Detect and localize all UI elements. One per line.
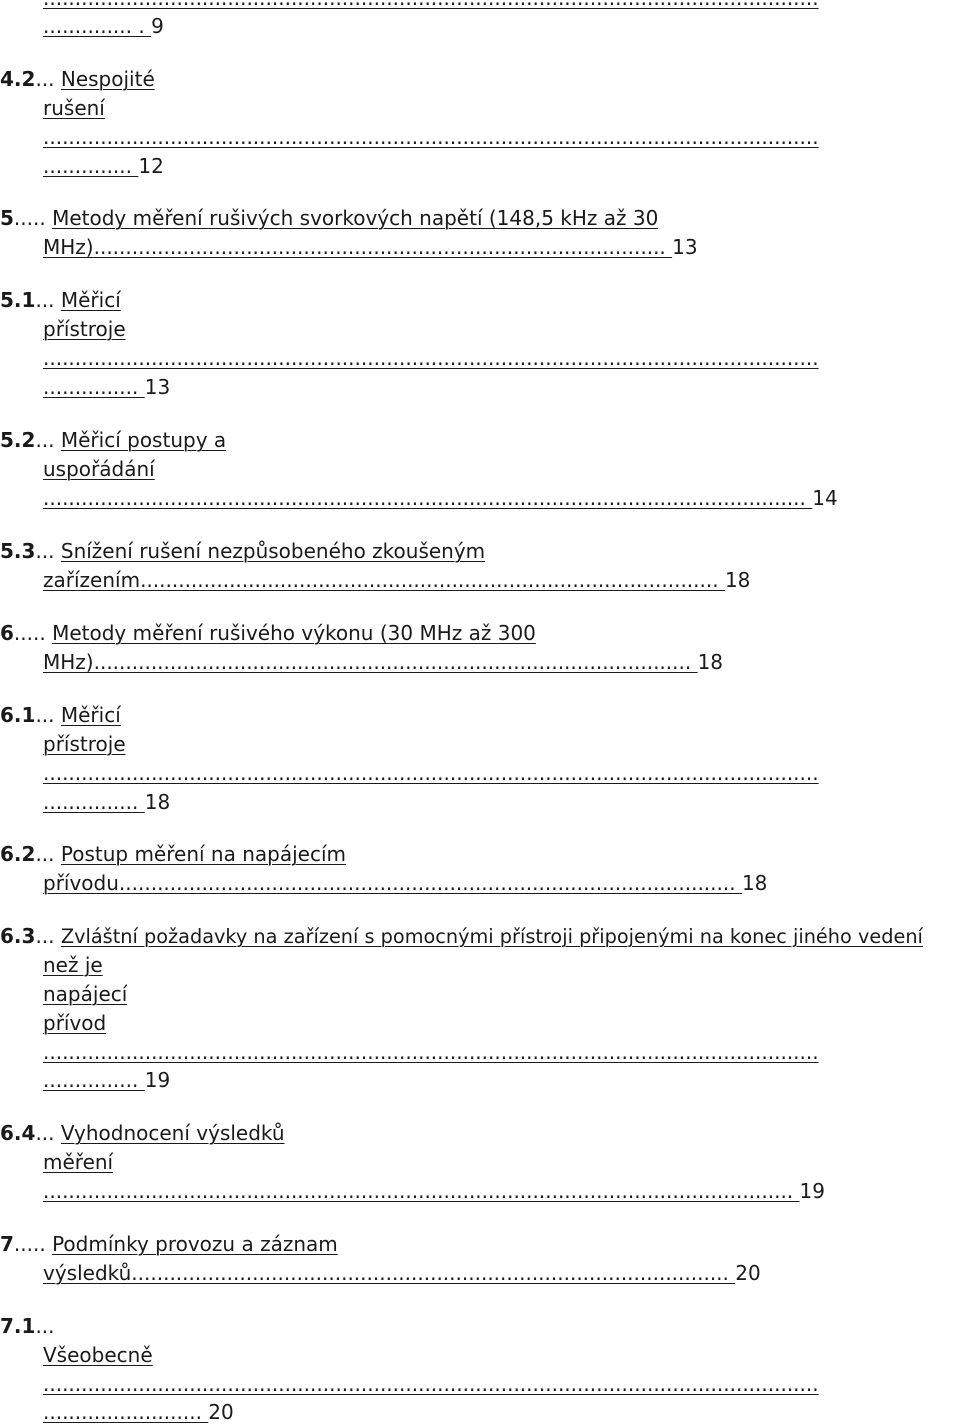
toc-title-line: přívod	[43, 1011, 107, 1035]
toc-title: Snížení rušení nezpůsobeného zkoušeným	[60, 539, 486, 563]
toc-page-number: 13	[144, 375, 171, 399]
toc-title-line: přístroje	[43, 317, 126, 341]
toc-dot-leader: ......................................................................................................................	[43, 1179, 800, 1203]
toc-dot-leader: ..........................................................................................................................	[43, 125, 819, 149]
toc-page-number: 9	[151, 14, 164, 38]
toc-entry-6-4[interactable]	[0, 1119, 285, 1148]
toc-leader-prefix: .....	[13, 1232, 53, 1256]
toc-dot-leader: ...............	[43, 1068, 145, 1092]
toc-leader-prefix: ...	[35, 288, 61, 312]
toc-entry-6-2[interactable]	[0, 840, 346, 869]
toc-dot-leader: ...............	[43, 790, 145, 814]
toc-section-number: 6.4	[0, 1121, 36, 1145]
toc-leader-prefix: .....	[13, 206, 53, 230]
toc-entry-tail[interactable]	[43, 484, 838, 513]
toc-entry-tail[interactable]	[43, 648, 723, 677]
toc-page-number: 20	[735, 1261, 761, 1285]
toc-dot-leader: ..............................................................................................	[131, 1261, 736, 1285]
toc-title: Měřicí	[60, 703, 121, 727]
toc-leader-prefix: ...	[35, 924, 61, 948]
toc-entry-5-2[interactable]	[0, 426, 226, 455]
toc-dot-leader: .................................................................................................	[118, 871, 742, 895]
toc-entry-tail[interactable]	[43, 1259, 761, 1288]
toc-page-number: 14	[812, 486, 838, 510]
toc-section-number: 6.1	[0, 703, 36, 727]
toc-page-number: 13	[672, 235, 698, 259]
toc-title-line: napájecí	[43, 982, 128, 1006]
toc-page-number: 12	[138, 154, 164, 178]
toc-dot-leader: ..............	[43, 154, 139, 178]
toc-entry-tail[interactable]	[43, 1066, 170, 1095]
toc-dot-leader: ..........................................................................................................................	[43, 761, 819, 785]
toc-entry-7[interactable]	[0, 1230, 338, 1259]
toc-title: Nespojité	[60, 67, 155, 91]
toc-leader-prefix: ...	[35, 428, 61, 452]
toc-entry-tail[interactable]	[43, 788, 170, 817]
toc-title: Zvláštní požadavky na zařízení s pomocnými přístroji připojenými na konec jiného vedení	[60, 925, 923, 948]
toc-page-number: 20	[208, 1400, 234, 1424]
toc-page-number: 19	[144, 1068, 171, 1092]
toc-title-line: měření	[43, 1150, 114, 1174]
toc-entry-tail[interactable]	[43, 233, 698, 262]
toc-entry-4-2[interactable]	[0, 65, 155, 94]
toc-entry-tail[interactable]	[43, 12, 164, 41]
toc-page-number: 18	[144, 790, 171, 814]
toc-title: Měřicí	[60, 288, 121, 312]
toc-dot-leader: ..........................................................................................	[93, 235, 673, 259]
toc-dot-leader: ........................................................................................................................	[43, 486, 813, 510]
toc-section-number: 5.3	[0, 539, 36, 563]
toc-title-line: zařízením	[43, 568, 141, 592]
toc-title-line: výsledků	[43, 1261, 132, 1285]
toc-dot-leader: ..........................................................................................................................	[43, 346, 819, 370]
toc-title-line: uspořádání	[43, 457, 155, 481]
toc-title-line: než je	[43, 953, 103, 977]
toc-leader-prefix: ...	[35, 703, 61, 727]
toc-dot-leader: ...............	[43, 375, 145, 399]
toc-dot-leader: .............. .	[43, 14, 152, 38]
toc-leader-prefix: ...	[35, 539, 61, 563]
toc-section-number: 5	[0, 206, 14, 230]
toc-leader-prefix: ...	[35, 1121, 61, 1145]
toc-title-line: rušení	[43, 96, 105, 120]
toc-leader-prefix: ...	[35, 1314, 55, 1338]
toc-title-line: přístroje	[43, 732, 126, 756]
toc-title: Postup měření na napájecím	[60, 842, 346, 866]
toc-title: Metody měření rušivých svorkových napětí (148,5 kHz až 30	[52, 206, 659, 230]
toc-title-line: MHz)	[43, 650, 94, 674]
toc-title: Vyhodnocení výsledků	[60, 1121, 285, 1145]
toc-entry-5[interactable]	[0, 204, 658, 233]
toc-title: Podmínky provozu a záznam	[52, 1232, 338, 1256]
toc-dot-leader: ..........................................................................................................................	[43, 1040, 819, 1064]
toc-title-line: přívodu	[43, 871, 119, 895]
toc-page-number: 18	[724, 568, 751, 592]
toc-page-number: 18	[741, 871, 768, 895]
toc-entry-6[interactable]	[0, 619, 536, 648]
toc-leader-prefix: ...	[35, 67, 61, 91]
toc-entry-7-1[interactable]	[0, 1312, 55, 1341]
toc-entry-tail[interactable]	[43, 373, 170, 402]
toc-dot-leader: ..........................................................................................................................	[43, 1372, 819, 1396]
toc-section-number: 7.1	[0, 1314, 36, 1338]
toc-section-number: 5.1	[0, 288, 36, 312]
toc-entry-tail[interactable]	[43, 1177, 825, 1206]
toc-dot-leader: ..............................................................................................	[93, 650, 698, 674]
toc-leader-prefix: .....	[13, 621, 53, 645]
toc-entry-5-1[interactable]	[0, 286, 121, 315]
toc-section-number: 6.2	[0, 842, 36, 866]
toc-title: Všeobecně	[43, 1343, 153, 1367]
toc-entry-6-3[interactable]	[0, 922, 923, 951]
toc-title: Měřicí postupy a	[60, 428, 227, 452]
toc-section-number: 5.2	[0, 428, 36, 452]
toc-page-number: 19	[799, 1179, 825, 1203]
toc-entry-5-3[interactable]	[0, 537, 485, 566]
toc-title: Metody měření rušivého výkonu (30 MHz až 300	[52, 621, 536, 645]
toc-dot-leader: .........................	[43, 1400, 209, 1424]
toc-entry-tail[interactable]	[43, 566, 750, 595]
toc-entry-tail[interactable]	[43, 869, 767, 898]
toc-section-number: 6.3	[0, 924, 36, 948]
toc-dot-leader: ...........................................................................................	[140, 568, 725, 592]
toc-section-number: 4.2	[0, 67, 36, 91]
toc-entry-6-1[interactable]	[0, 701, 121, 730]
toc-leader-prefix: ...	[35, 842, 61, 866]
toc-page-number: 18	[697, 650, 724, 674]
toc-title-line: MHz)	[43, 235, 94, 259]
toc-section-number: 6	[0, 621, 14, 645]
toc-section-number: 7	[0, 1232, 14, 1256]
toc-entry-tail[interactable]	[43, 152, 164, 181]
toc-entry-tail[interactable]	[43, 1398, 234, 1427]
